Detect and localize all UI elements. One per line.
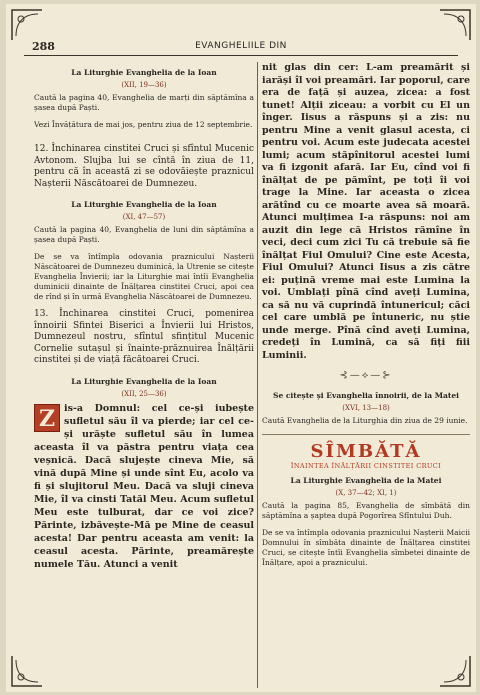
scripture-reference: (XI, 47—57) — [122, 213, 166, 221]
reading-note: Se citește și Evanghelia înnoirii, de la Matei — [273, 391, 459, 400]
left-column — [34, 62, 254, 571]
liturgy-heading: La Liturghie Evanghelia de la Ioan — [71, 376, 217, 386]
section-title: SÎMBĂTĂ — [262, 434, 470, 462]
instruction-text: De se va întîmpla odovania praznicului Nașterii Născătoarei de Dumnezeu duminică, la Utrenie se citește Evanghelia Învierii; iar la Liturghie mai întîi Evanghelia duminicii dinainte de Înălțarea cinstitei Cruci, apoi cea de rînd și în urmă Evanghelia Născătoarei de Dumnezeu. — [34, 252, 254, 301]
liturgy-heading: La Liturghie Evanghelia de la Ioan — [71, 200, 217, 209]
scripture-reference: (XII, 19—36) — [121, 81, 167, 89]
corner-flourish-icon — [10, 654, 44, 688]
feast-entry-13: 13. Închinarea cinstitei Cruci, pomenirea înnoirii Sfintei Biserici a Învierii lui Hristos, Dumnezeul nostru, sfîntul sfințitul Mucenic Cornelie sutașul și înainte-prăznuirea Înălțării cinstitei și de viață făcătoarei Cruci. — [34, 309, 254, 365]
corner-flourish-icon — [10, 8, 44, 42]
scripture-reference: (X, 37—42; XI, 1) — [335, 489, 397, 497]
liturgy-heading: La Liturghie Evanghelia de la Ioan — [71, 68, 217, 77]
scripture-reference: (XVI, 13—18) — [342, 404, 390, 412]
right-column — [262, 62, 470, 575]
drop-cap-initial: Z — [34, 404, 60, 432]
liturgy-heading: La Liturghie Evanghelia de la Matei — [290, 476, 442, 485]
instruction-text: Caută la pagina 40, Evanghelia de marți din săptămîna a șasea după Paști. — [34, 93, 254, 112]
ornament-divider-icon: ⊰—⟡—⊱ — [339, 370, 393, 381]
gospel-text — [34, 402, 254, 571]
running-title: EVANGHELIILE DIN — [195, 41, 287, 51]
instruction-text: Caută Evanghelia de la Liturghia din ziua de 29 iunie. — [262, 416, 468, 425]
section-subtitle: ÎNAINTEA ÎNĂLȚĂRII CINSTITEI CRUCI — [290, 462, 442, 470]
book-page — [6, 4, 476, 692]
running-header — [24, 40, 458, 56]
column-divider — [257, 62, 258, 688]
feast-entry-12: 12. Închinarea cinstitei Cruci și sfîntul Mucenic Avtonom. Slujba lui se cîntă în ziua de 11, pentru că în această zi se odovăiește praznicul Nașterii Născătoarei de Dumnezeu. — [34, 144, 254, 189]
instruction-text: De se va întîmpla odovania praznicului Nașterii Maicii Domnului în sîmbăta dinainte de Înălțarea cinstitei Cruci, se citește întîi Evanghelia sîmbetei dinainte de Înălțare, apoi a praznicului. — [262, 528, 470, 567]
corner-flourish-icon — [438, 654, 472, 688]
gospel-continuation: nit glas din cer: L-am preamărit și iarăși îl voi preamări. Iar poporul, care era de față și auzea, zicea: a fost tunet! Alții ziceau: a vorbit cu El un înger. Iisus a răspuns și a zis: nu pentru Mine a venit glasul acesta, ci pentru voi. Acum este judecata acestei lumi; acum stăpînitorul acestei lumi va fi izgonit afară. Iar Eu, cînd voi fi înălțat de pe pămînt, pe toți îi voi trage la Mine. Iar aceasta o zicea arătînd cu ce moarte avea să moară. Atunci mulțimea I-a răspuns: noi am auzit din lege că Hristos rămîne în veci, deci cum zici Tu că trebuie să fie înălțat Fiul Omului? Cine este Acesta, Fiul Omului? Atunci Iisus a zis către ei: puțină vreme mai este Lumina la voi. Umblați pînă cînd aveți Lumina, ca să nu vă cuprindă întunericul; căci cel care umblă pe întuneric, nu știe unde merge. Pînă cînd aveți Lumina, credeți în Lumină, ca să fiți fiii Luminii. — [262, 62, 470, 361]
scripture-reference: (XII, 25—36) — [121, 389, 167, 398]
instruction-text: Caută la pagina 40, Evanghelia de luni din săptămîna a șasea după Paști. — [34, 225, 254, 244]
header-rule — [24, 55, 458, 56]
corner-flourish-icon — [438, 8, 472, 42]
gospel-body: is-a Domnul: cel ce-și iubește sufletul său îl va pierde; iar cel ce-și urăște sufletul său în lumea aceasta îl va păstra pentru viața cea veșnică. Dacă slujește cineva Mie, să vină după Mine și unde sînt Eu, acolo va fi și slujitorul Meu. Dacă va sluji cineva Mie, îl va cinsti Tatăl Meu. Acum sufletul Meu este tulburat, dar ce voi zice? Părinte, izbăvește-Mă pe Mine de ceasul acesta! Dar pentru aceasta am venit: la ceasul acesta. Părinte, preamărește numele Tău. Atunci a venit — [34, 402, 254, 570]
instruction-text: Vezi Învățătura de mai jos, pentru ziua de 12 septembrie. — [34, 120, 253, 129]
instruction-text: Caută la pagina 85, Evanghelia de sîmbătă din săptămîna a șaptea după Pogorîrea Sfîntului Duh. — [262, 501, 470, 520]
page-number: 288 — [32, 40, 55, 53]
